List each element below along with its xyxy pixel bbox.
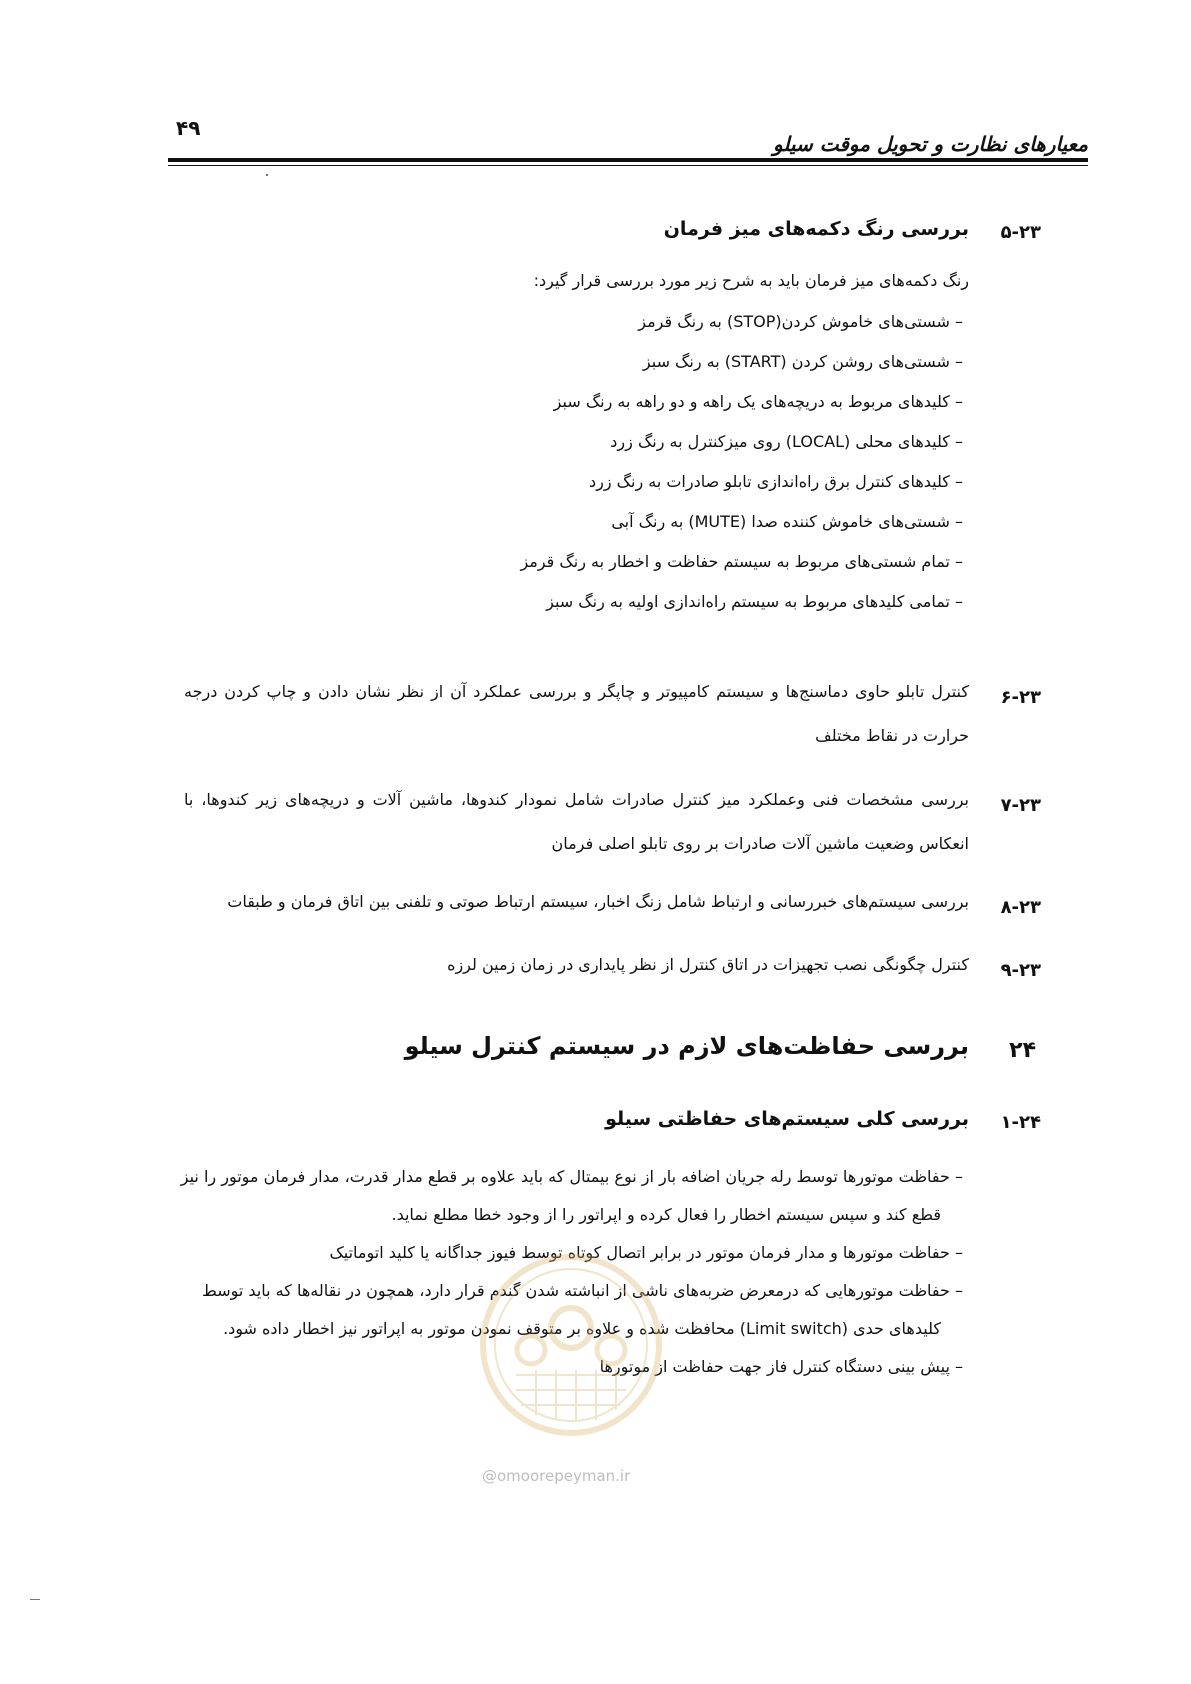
section-paragraph: بررسی سیستم‌های خبررسانی و ارتباط شامل زنگ اخبار، سیستم ارتباط صوتی و تلفنی بین اتاق فرمان و طبقات (227, 892, 969, 911)
watermark-logo (476, 1250, 666, 1440)
section-paragraph: بررسی مشخصات فنی وعملکرد میز کنترل صادرات شامل نمودار کندوها، ماشین آلات و دریچه‌های زیر کندوها، با انعکاس وضعیت ماشین آلات صادرات بر روی تابلو اصلی فرمان (184, 790, 969, 853)
header-rule-thin (168, 165, 1088, 166)
section-number: ۸-۲۳ (1000, 897, 1041, 918)
section-number: ۷-۲۳ (1000, 795, 1041, 816)
list-item (163, 1158, 963, 1234)
scan-speck (266, 174, 268, 176)
page-header (168, 108, 1088, 168)
list-item: – شستی‌های روشن کردن (START) به رنگ سبز (263, 342, 963, 382)
list-item: – کلیدهای محلی (LOCAL) روی میزکنترل به رنگ زرد (263, 422, 963, 462)
chapter-number: ۲۴ (1009, 1038, 1036, 1063)
page-number: ۴۹ (176, 116, 201, 140)
list-item-line: حفاظت موتورها توسط رله جریان اضافه بار از نوع بیمتال که باید علاوه بر قطع مدار قدرت، مدار فرمان موتور را نیز (180, 1167, 950, 1186)
section-number: ۶-۲۳ (1000, 687, 1041, 708)
list-item-line: حفاظت موتورهایی که درمعرض ضربه‌های ناشی از انباشته شدن گندم قرار دارد، همچون در نقاله‌ها که باید توسط (202, 1281, 950, 1300)
section-intro: رنگ دکمه‌های میز فرمان باید به شرح زیر مورد بررسی قرار گیرد: (533, 271, 969, 290)
list-item-continuation: کلیدهای حدی (Limit switch) محافظت شده و علاوه بر متوقف نمودن موتور به اپراتور نیز اخطار داده شود. (223, 1319, 941, 1338)
section-number: ۵-۲۳ (1000, 222, 1041, 243)
list-item: – شستی‌های خاموش کردن(STOP) به رنگ قرمز (263, 302, 963, 342)
running-title: معیارهای نظارت و تحویل موقت سیلو (773, 132, 1088, 156)
section-heading: بررسی رنگ دکمه‌های میز فرمان (663, 218, 969, 240)
list-item: – کلیدهای مربوط به دریچه‌های یک راهه و دو راهه به رنگ سبز (263, 382, 963, 422)
section-paragraph: کنترل چگونگی نصب تجهیزات در اتاق کنترل از نظر پایداری در زمان زمین لرزه (447, 955, 969, 974)
section-paragraph: کنترل تابلو حاوی دماسنج‌ها و سیستم کامپیوتر و چاپگر و بررسی عملکرد آن از نظر نشان دادن و چاپ کردن درجه حرارت در نقاط مختلف (184, 682, 969, 745)
list-item: – تمامی کلیدهای مربوط به سیستم راه‌اندازی اولیه به رنگ سبز (263, 582, 963, 622)
watermark-text: @omoorepeyman.ir (482, 1467, 631, 1485)
chapter-heading: بررسی حفاظت‌های لازم در سیستم کنترل سیلو (404, 1032, 969, 1060)
list-item: – شستی‌های خاموش کننده صدا (MUTE) به رنگ آبی (263, 502, 963, 542)
color-button-list (263, 302, 963, 622)
header-rule-thick (168, 158, 1088, 162)
list-item-line: حفاظت موتورها و مدار فرمان موتور در برابر اتصال کوتاه توسط فیوز جداگانه یا کلید اتوماتیک (329, 1243, 950, 1262)
section-number: ۹-۲۳ (1000, 960, 1041, 981)
list-item: – تمام شستی‌های مربوط به سیستم حفاظت و اخطار به رنگ قرمز (263, 542, 963, 582)
list-item-continuation: قطع کند و سپس سیستم اخطار را فعال کرده و اپراتور را از وجود خطا مطلع نماید. (391, 1205, 941, 1224)
section-heading: بررسی کلی سیستم‌های حفاظتی سیلو (605, 1108, 969, 1130)
list-item: – کلیدهای کنترل برق راه‌اندازی تابلو صادرات به رنگ زرد (263, 462, 963, 502)
scan-speck (30, 1599, 40, 1600)
list-item-line: پیش بینی دستگاه کنترل فاز جهت حفاظت از موتورها (599, 1357, 950, 1376)
section-number: ۱-۲۴ (1000, 1112, 1041, 1133)
